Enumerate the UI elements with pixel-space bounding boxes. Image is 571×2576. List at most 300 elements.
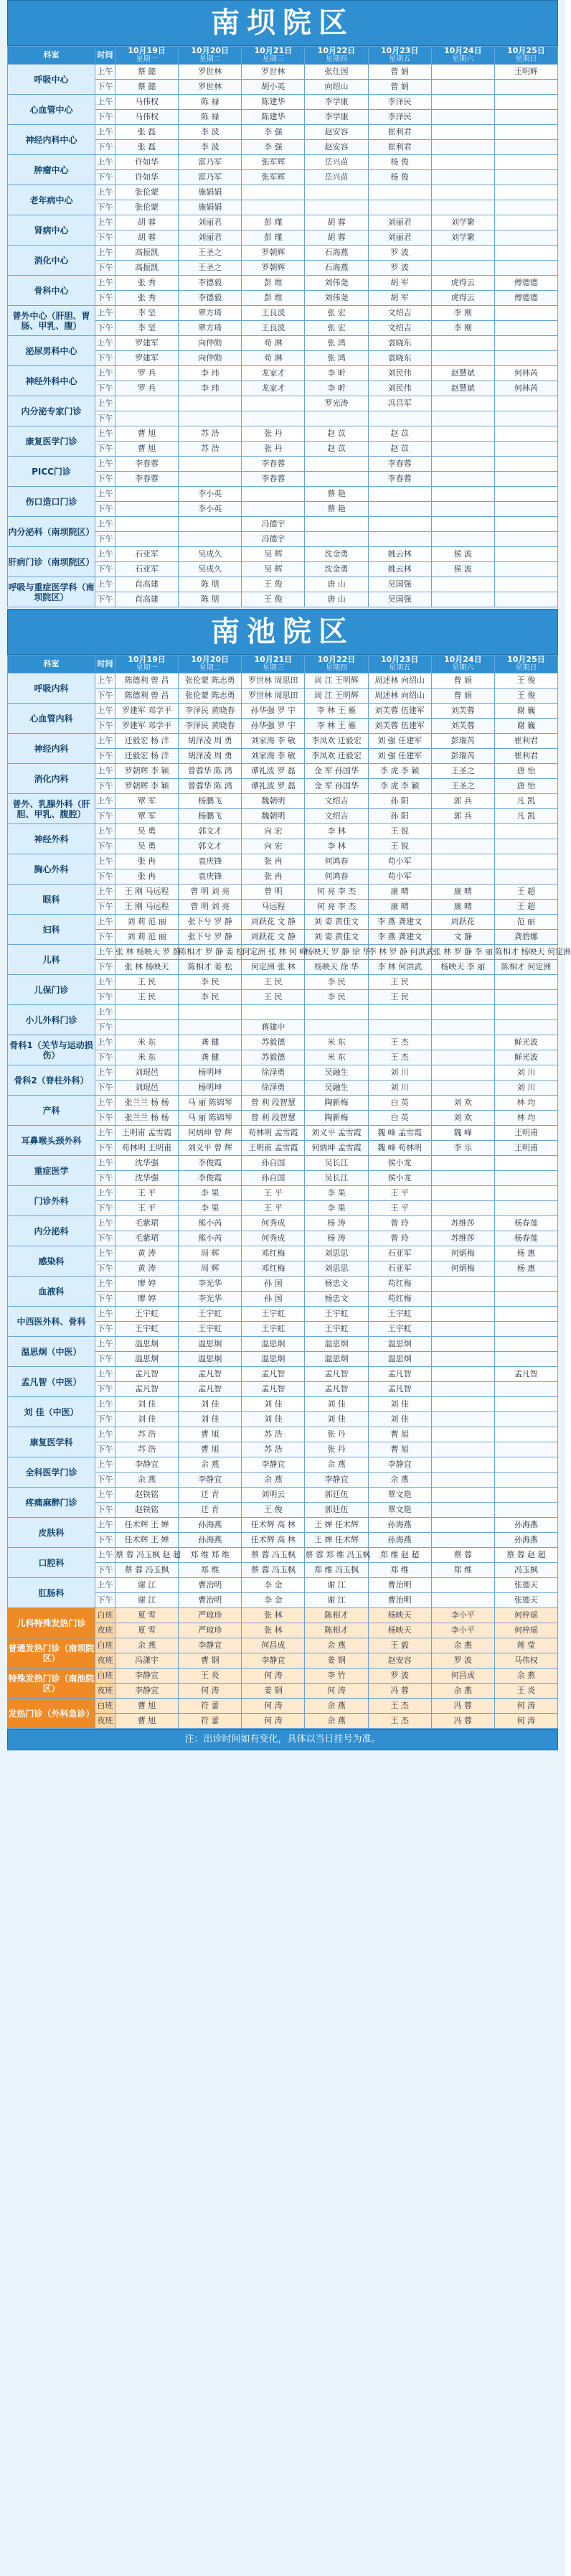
- schedule-row: [8, 457, 558, 472]
- department-name: 儿科特殊发热门诊: [8, 1608, 95, 1638]
- department-name: 中西医外科、骨科: [8, 1307, 95, 1337]
- doctor-cell: 李学康: [305, 110, 368, 125]
- doctor-cell: [431, 839, 494, 854]
- doctor-cell: 李春蓉: [115, 472, 179, 487]
- time-period: 下午: [95, 592, 115, 607]
- doctor-cell: 余 燕: [115, 1638, 179, 1653]
- doctor-cell: 刘芙蓉: [431, 719, 494, 734]
- doctor-cell: 王 炎: [179, 1669, 242, 1684]
- doctor-cell: [368, 532, 431, 547]
- doctor-cell: 王明甫: [494, 1126, 557, 1141]
- time-period: 下午: [95, 1352, 115, 1367]
- doctor-cell: 王宇虹: [368, 1322, 431, 1337]
- doctor-cell: 刘伟尧: [305, 291, 368, 306]
- schedule-row: [8, 1608, 558, 1623]
- doctor-cell: [494, 80, 557, 95]
- doctor-cell: 严琼珍: [179, 1623, 242, 1638]
- doctor-cell: 陈建华: [242, 95, 305, 110]
- doctor-cell: 杨映天 徐 华: [305, 960, 368, 975]
- time-period: 下午: [95, 1473, 115, 1488]
- doctor-cell: 刘学繁: [431, 215, 494, 230]
- doctor-cell: 冯 蓉: [431, 1714, 494, 1729]
- doctor-cell: 许如华: [115, 155, 179, 170]
- footer-note: 注：出诊时间如有变化，具体以当日挂号为准。: [7, 1729, 558, 1750]
- doctor-cell: 何 涛: [179, 1684, 242, 1699]
- doctor-cell: 杨映天 李 丽: [431, 960, 494, 975]
- doctor-cell: 郭文才: [179, 824, 242, 839]
- doctor-cell: 侯小龙: [368, 1171, 431, 1186]
- doctor-cell: 张 林 罗 静 李 丽: [431, 945, 494, 960]
- doctor-cell: 马伟权: [494, 1653, 557, 1669]
- doctor-cell: 张德天: [494, 1593, 557, 1608]
- doctor-cell: 袁庆锋: [179, 854, 242, 869]
- doctor-cell: 白 英: [368, 1111, 431, 1126]
- department-name: 耳鼻喉头颈外科: [8, 1126, 95, 1156]
- doctor-cell: 郑 维: [179, 1563, 242, 1578]
- doctor-cell: 罗 波: [368, 246, 431, 261]
- doctor-cell: 苟林明 孟雪霞: [242, 1126, 305, 1141]
- doctor-cell: [431, 1035, 494, 1050]
- doctor-cell: 李 燕 龚建文: [368, 930, 431, 945]
- doctor-cell: 陶新梅: [305, 1096, 368, 1111]
- doctor-cell: [494, 1020, 557, 1035]
- doctor-cell: 张 冉: [242, 869, 305, 885]
- doctor-cell: 孙 阳: [368, 794, 431, 809]
- doctor-cell: 孟凡智: [115, 1367, 179, 1382]
- doctor-cell: [494, 532, 557, 547]
- time-period: 上午: [95, 1277, 115, 1292]
- doctor-cell: [115, 1005, 179, 1020]
- time-period: 上午: [95, 336, 115, 351]
- doctor-cell: 毛紫珺: [115, 1231, 179, 1246]
- doctor-cell: 谢 巍: [494, 719, 557, 734]
- doctor-cell: 陈 禄: [179, 95, 242, 110]
- schedule-row: [8, 65, 558, 80]
- doctor-cell: 何秀成: [242, 1231, 305, 1246]
- time-period: 下午: [95, 809, 115, 824]
- doctor-cell: 曹 旭: [115, 426, 179, 442]
- doctor-cell: 龚 健: [179, 1050, 242, 1065]
- doctor-cell: 何林芮: [494, 381, 557, 396]
- doctor-cell: 杨鹏飞: [179, 794, 242, 809]
- doctor-cell: 李凤欢 迁毅宏: [305, 749, 368, 764]
- nanba-schedule-table: [7, 46, 558, 607]
- doctor-cell: 夏 雪: [115, 1623, 179, 1638]
- doctor-cell: 施娟娟: [179, 185, 242, 200]
- doctor-cell: 孙自国: [242, 1156, 305, 1171]
- doctor-cell: 王 民: [368, 990, 431, 1005]
- doctor-cell: 虎得云: [431, 276, 494, 291]
- doctor-cell: 刘家海 李 敏: [242, 734, 305, 749]
- doctor-cell: 孙海燕: [368, 1533, 431, 1548]
- doctor-cell: 胡 军: [368, 291, 431, 306]
- time-period: 下午: [95, 1382, 115, 1397]
- doctor-cell: 罗世林: [179, 65, 242, 80]
- department-name: 老年病中心: [8, 185, 95, 215]
- doctor-cell: 夏 雪: [115, 1608, 179, 1623]
- doctor-cell: 张 林: [242, 1608, 305, 1623]
- doctor-cell: 赵 苡: [305, 426, 368, 442]
- doctor-cell: 杨映天 罗 静 徐 华: [305, 945, 368, 960]
- doctor-cell: 蔡 懿: [115, 65, 179, 80]
- doctor-cell: 苏 浩: [242, 1427, 305, 1442]
- doctor-cell: 孟凡智: [305, 1382, 368, 1397]
- doctor-cell: 魏朝明: [242, 794, 305, 809]
- doctor-cell: 何炳梅: [431, 1246, 494, 1261]
- schedule-row: [8, 673, 558, 689]
- doctor-cell: 张 丹: [242, 442, 305, 457]
- doctor-cell: 张 鸿: [305, 336, 368, 351]
- doctor-cell: 苏 浩: [115, 1442, 179, 1457]
- doctor-cell: 郑 维: [368, 1563, 431, 1578]
- doctor-cell: 李 玮: [179, 381, 242, 396]
- day-header: 10月25日 星期日: [494, 655, 557, 673]
- doctor-cell: [494, 839, 557, 854]
- doctor-cell: 罗世林: [179, 80, 242, 95]
- doctor-cell: 何炳梅: [431, 1261, 494, 1277]
- doctor-cell: 杨 惠: [494, 1246, 557, 1261]
- doctor-cell: 龚碧娜: [494, 930, 557, 945]
- doctor-cell: 赵 苡: [368, 426, 431, 442]
- doctor-cell: 苟林明 王明甫: [115, 1141, 179, 1156]
- doctor-cell: 崔利君: [494, 734, 557, 749]
- doctor-cell: 刘民伟: [368, 366, 431, 381]
- doctor-cell: 苏 浩: [115, 1427, 179, 1442]
- schedule-row: [8, 577, 558, 592]
- doctor-cell: 廖 婷: [115, 1277, 179, 1292]
- doctor-cell: 吴融生: [305, 1065, 368, 1081]
- doctor-cell: 任术辉 王 婵: [115, 1533, 179, 1548]
- doctor-cell: 何 涛: [242, 1714, 305, 1729]
- department-name: 眼科: [8, 885, 95, 915]
- doctor-cell: [431, 426, 494, 442]
- doctor-cell: 李光华: [179, 1292, 242, 1307]
- time-period: 下午: [95, 900, 115, 915]
- department-name: 泌尿男科中心: [8, 336, 95, 366]
- doctor-cell: 李 虎 李 颖: [368, 764, 431, 779]
- doctor-cell: [494, 502, 557, 517]
- doctor-cell: [179, 411, 242, 426]
- time-period: 下午: [95, 1442, 115, 1457]
- doctor-cell: 张兰兰 杨 杨: [115, 1096, 179, 1111]
- doctor-cell: [431, 517, 494, 532]
- schedule-row: [8, 1367, 558, 1382]
- doctor-cell: [431, 80, 494, 95]
- schedule-row: [8, 1307, 558, 1322]
- doctor-cell: 李小平: [431, 1608, 494, 1623]
- doctor-cell: 米 东: [305, 1035, 368, 1050]
- time-period: 上午: [95, 457, 115, 472]
- schedule-row: [8, 517, 558, 532]
- schedule-row: [8, 824, 558, 839]
- doctor-cell: [494, 336, 557, 351]
- doctor-cell: 温思炯: [368, 1352, 431, 1367]
- doctor-cell: 赵 苡: [305, 442, 368, 457]
- doctor-cell: 苟小军: [368, 869, 431, 885]
- doctor-cell: 周跃花 文 静: [242, 930, 305, 945]
- doctor-cell: 陈 朋: [179, 577, 242, 592]
- schedule-row: [8, 1126, 558, 1141]
- department-name: 产科: [8, 1096, 95, 1126]
- doctor-cell: [494, 185, 557, 200]
- doctor-cell: 王良波: [242, 321, 305, 336]
- doctor-cell: [368, 517, 431, 532]
- doctor-cell: 罗朝辉: [242, 246, 305, 261]
- doctor-cell: 李 果: [179, 1186, 242, 1201]
- time-period: 下午: [95, 930, 115, 945]
- department-name: 儿科: [8, 945, 95, 975]
- day-header: 10月22日 星期四: [305, 47, 368, 65]
- doctor-cell: 吴国强: [368, 577, 431, 592]
- schedule-row: [8, 336, 558, 351]
- doctor-cell: 刘思思: [305, 1261, 368, 1277]
- time-period: 上午: [95, 155, 115, 170]
- schedule-row: [8, 1638, 558, 1653]
- doctor-cell: 李俊霞: [179, 1171, 242, 1186]
- doctor-cell: 金 军 孙国华: [305, 764, 368, 779]
- doctor-cell: [115, 396, 179, 411]
- doctor-cell: 李 林 罗 静 何洪武: [368, 945, 431, 960]
- doctor-cell: 曹 旭: [115, 1714, 179, 1729]
- time-period: 夜班: [95, 1714, 115, 1729]
- doctor-cell: 李静宜: [305, 1473, 368, 1488]
- doctor-cell: 彭 瑾: [242, 230, 305, 246]
- doctor-cell: 林 均: [494, 1111, 557, 1126]
- doctor-cell: 蔡 蓉 冯玉枫: [242, 1548, 305, 1563]
- schedule-row: [8, 1397, 558, 1412]
- time-period: 上午: [95, 426, 115, 442]
- doctor-cell: 赵慧斌: [431, 381, 494, 396]
- doctor-cell: 任术辉 王 婵: [115, 1518, 179, 1533]
- time-period: 白班: [95, 1669, 115, 1684]
- doctor-cell: 文绍吉: [305, 809, 368, 824]
- doctor-cell: [115, 502, 179, 517]
- doctor-cell: 王 俊: [494, 673, 557, 689]
- time-period: 上午: [95, 1065, 115, 1081]
- doctor-cell: 曾 娟: [431, 689, 494, 704]
- doctor-cell: [494, 1322, 557, 1337]
- doctor-cell: 胡 蓉: [115, 230, 179, 246]
- nanba-header-row: [8, 47, 558, 65]
- doctor-cell: 王 锐: [368, 839, 431, 854]
- doctor-cell: 杨明坤: [179, 1081, 242, 1096]
- doctor-cell: 王 刚 马远程: [115, 900, 179, 915]
- time-period: 上午: [95, 915, 115, 930]
- doctor-cell: 沈金勇: [305, 562, 368, 577]
- doctor-cell: 王 刚 马远程: [115, 885, 179, 900]
- doctor-cell: 胡小英: [242, 80, 305, 95]
- doctor-cell: 苏毅德: [242, 1035, 305, 1050]
- doctor-cell: 周跃花 文 静: [242, 915, 305, 930]
- doctor-cell: 温思炯: [368, 1337, 431, 1352]
- doctor-cell: [305, 411, 368, 426]
- doctor-cell: 张 鸿: [305, 351, 368, 366]
- day-header: 10月23日 星期五: [368, 47, 431, 65]
- doctor-cell: [494, 1382, 557, 1397]
- time-period: 上午: [95, 215, 115, 230]
- doctor-cell: 刘 欢: [431, 1096, 494, 1111]
- time-period: 白班: [95, 1608, 115, 1623]
- doctor-cell: [494, 140, 557, 155]
- doctor-cell: 温思炯: [242, 1352, 305, 1367]
- doctor-cell: 李静宜: [179, 1473, 242, 1488]
- doctor-cell: 李春蓉: [242, 457, 305, 472]
- doctor-cell: 李 林: [305, 824, 368, 839]
- doctor-cell: 李 波: [179, 140, 242, 155]
- doctor-cell: 李 民: [305, 975, 368, 990]
- schedule-row: [8, 215, 558, 230]
- time-period: 上午: [95, 1126, 115, 1141]
- doctor-cell: 曹 钢: [179, 1653, 242, 1669]
- doctor-cell: 马 丽 陈锦琴: [179, 1111, 242, 1126]
- doctor-cell: 吴长江: [305, 1171, 368, 1186]
- doctor-cell: 杨映天: [368, 1623, 431, 1638]
- time-period: 上午: [95, 945, 115, 960]
- department-name: 神经内科: [8, 734, 95, 764]
- time-period: 下午: [95, 749, 115, 764]
- doctor-cell: 孟凡智: [242, 1382, 305, 1397]
- doctor-cell: 谭礼波 罗 磊: [242, 764, 305, 779]
- doctor-cell: 李小英: [179, 502, 242, 517]
- doctor-cell: 余 燕: [431, 1684, 494, 1699]
- doctor-cell: [431, 1292, 494, 1307]
- doctor-cell: 王 民: [242, 990, 305, 1005]
- doctor-cell: 刘 莉 范 丽: [115, 930, 179, 945]
- doctor-cell: [494, 95, 557, 110]
- time-period: 上午: [95, 517, 115, 532]
- schedule-row: [8, 975, 558, 990]
- time-period: 下午: [95, 1171, 115, 1186]
- doctor-cell: [431, 1171, 494, 1186]
- doctor-cell: 谢 江: [115, 1593, 179, 1608]
- doctor-cell: 王良波: [242, 306, 305, 321]
- doctor-cell: 曹治明: [179, 1578, 242, 1593]
- doctor-cell: [431, 1442, 494, 1457]
- doctor-cell: [115, 532, 179, 547]
- doctor-cell: 杨 俊: [368, 155, 431, 170]
- doctor-cell: [431, 65, 494, 80]
- doctor-cell: [431, 125, 494, 140]
- doctor-cell: 杨映天: [368, 1608, 431, 1623]
- time-period: 下午: [95, 261, 115, 276]
- doctor-cell: 李 果: [179, 1201, 242, 1216]
- doctor-cell: [494, 351, 557, 366]
- doctor-cell: 姚云林: [368, 562, 431, 577]
- doctor-cell: 王宇虹: [305, 1322, 368, 1337]
- doctor-cell: 李 乐: [431, 1141, 494, 1156]
- doctor-cell: 苟 淋: [242, 336, 305, 351]
- day-header: 10月21日 星期三: [242, 655, 305, 673]
- doctor-cell: 罗朝辉 李 颖: [115, 764, 179, 779]
- time-period: 下午: [95, 170, 115, 185]
- doctor-cell: 龚 健: [179, 1035, 242, 1050]
- doctor-cell: [431, 1457, 494, 1473]
- time-period: 夜班: [95, 1653, 115, 1669]
- doctor-cell: 王 超: [494, 885, 557, 900]
- doctor-cell: 何昌成: [242, 1638, 305, 1653]
- doctor-cell: 郭文才: [179, 839, 242, 854]
- doctor-cell: 文绍吉: [368, 321, 431, 336]
- doctor-cell: [431, 1065, 494, 1081]
- doctor-cell: [431, 155, 494, 170]
- doctor-cell: [368, 1005, 431, 1020]
- doctor-cell: [368, 487, 431, 502]
- time-period: 夜班: [95, 1684, 115, 1699]
- doctor-cell: 张 冉: [115, 869, 179, 885]
- doctor-cell: 刘丽君: [179, 230, 242, 246]
- department-name: PICC门诊: [8, 457, 95, 487]
- doctor-cell: 肖高建: [115, 577, 179, 592]
- time-period: 下午: [95, 472, 115, 487]
- doctor-cell: [242, 185, 305, 200]
- department-name: 孟凡智（中医）: [8, 1367, 95, 1397]
- time-period: 上午: [95, 1096, 115, 1111]
- time-period: 下午: [95, 1292, 115, 1307]
- doctor-cell: 肖高建: [115, 592, 179, 607]
- doctor-cell: [431, 246, 494, 261]
- doctor-cell: 罗 兵: [115, 366, 179, 381]
- doctor-cell: 龙家才: [242, 381, 305, 396]
- doctor-cell: 孟凡智: [494, 1367, 557, 1382]
- doctor-cell: 张 丹: [305, 1427, 368, 1442]
- department-name: 神经内科中心: [8, 125, 95, 155]
- doctor-cell: 白 英: [368, 1096, 431, 1111]
- doctor-cell: [431, 1367, 494, 1382]
- doctor-cell: 马伟权: [115, 95, 179, 110]
- time-period: 下午: [95, 1261, 115, 1277]
- doctor-cell: [494, 155, 557, 170]
- nanchi-section-title: 南池院区: [7, 609, 558, 655]
- doctor-cell: 吴融生: [305, 1081, 368, 1096]
- doctor-cell: 罗朝辉: [242, 261, 305, 276]
- doctor-cell: 曹 旭: [368, 1427, 431, 1442]
- doctor-cell: [494, 1397, 557, 1412]
- doctor-cell: [305, 457, 368, 472]
- doctor-cell: 苏维莎: [431, 1216, 494, 1231]
- time-period: 上午: [95, 487, 115, 502]
- doctor-cell: 石亚军: [368, 1261, 431, 1277]
- doctor-cell: [494, 1201, 557, 1216]
- doctor-cell: 雷乃军: [179, 155, 242, 170]
- doctor-cell: 孙海燕: [179, 1518, 242, 1533]
- doctor-cell: 王宇虹: [115, 1307, 179, 1322]
- schedule-row: [8, 1518, 558, 1533]
- doctor-cell: 李 金: [242, 1578, 305, 1593]
- doctor-cell: 崔利君: [368, 140, 431, 155]
- doctor-cell: 王宇虹: [179, 1322, 242, 1337]
- doctor-cell: 姜 钢: [305, 1653, 368, 1669]
- doctor-cell: 蒋 莹: [494, 1638, 557, 1653]
- doctor-cell: [431, 1578, 494, 1593]
- time-period: 上午: [95, 1337, 115, 1352]
- doctor-cell: 毛紫珺: [115, 1216, 179, 1231]
- department-name: 刘 佳（中医）: [8, 1397, 95, 1427]
- time-period: 下午: [95, 562, 115, 577]
- doctor-cell: 何梓瑶: [494, 1623, 557, 1638]
- doctor-cell: 孙海燕: [368, 1518, 431, 1533]
- doctor-cell: 李 民: [179, 990, 242, 1005]
- doctor-cell: 冯德宇: [242, 532, 305, 547]
- doctor-cell: 何 涛: [242, 1699, 305, 1714]
- doctor-cell: 任术辉 高 林: [242, 1533, 305, 1548]
- doctor-cell: 李泽民 黄晓春: [179, 704, 242, 719]
- doctor-cell: 文 静: [431, 930, 494, 945]
- doctor-cell: [494, 1352, 557, 1367]
- doctor-cell: 刘 姿 黄佳文: [305, 915, 368, 930]
- doctor-cell: 徐泽勇: [242, 1065, 305, 1081]
- doctor-cell: 胡泽凌 周 勇: [179, 734, 242, 749]
- doctor-cell: 蔡 懿: [115, 80, 179, 95]
